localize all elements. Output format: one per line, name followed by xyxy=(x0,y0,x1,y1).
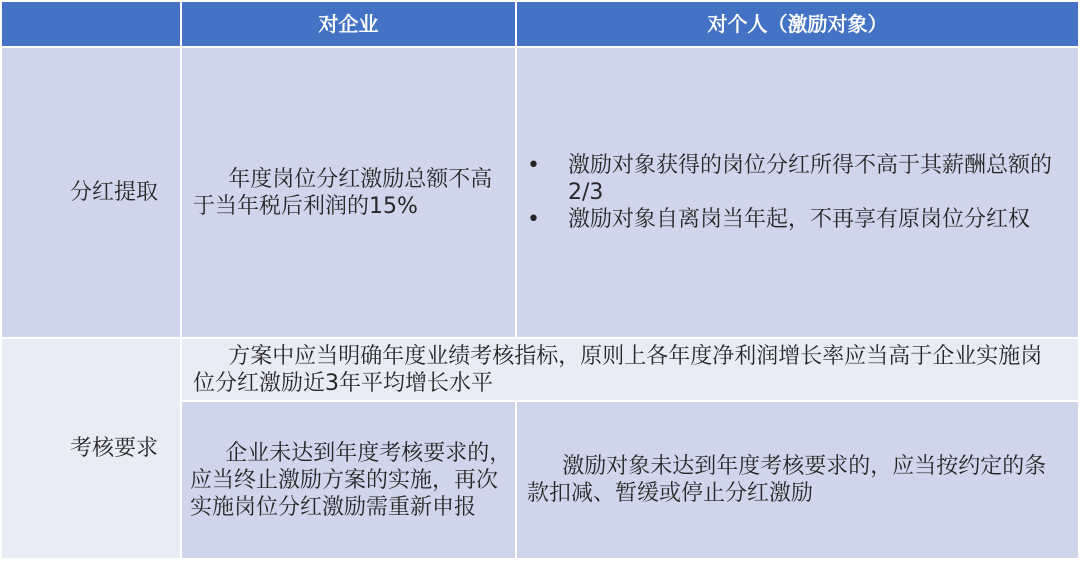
assessment-enterprise-cell xyxy=(182,402,515,558)
assessment-individual-cell xyxy=(517,402,1078,558)
header-enterprise xyxy=(182,2,515,46)
row-label-dividend xyxy=(2,48,180,337)
assessment-individual-text: 激励对象未达到年度考核要求的，应当按约定的条款扣减、暂缓或停止分红激励 xyxy=(527,454,1047,506)
list-item xyxy=(527,152,1068,206)
row-label-dividend-text: 分红提取 xyxy=(70,180,159,205)
bullet-icon: • xyxy=(527,153,540,178)
header-individual-label: 对个人（激励对象） xyxy=(707,11,888,36)
dividend-enterprise-text: 年度岗位分红激励总额不高于当年税后利润的15% xyxy=(193,166,493,219)
header-individual xyxy=(517,2,1078,46)
dividend-individual-cell xyxy=(517,48,1078,337)
list-item xyxy=(527,206,1068,233)
header-enterprise-label: 对企业 xyxy=(318,11,379,36)
header-corner-cell xyxy=(2,2,180,46)
assessment-enterprise-text: 企业未达到年度考核要求的，应当终止激励方案的实施，再次实施岗位分红激励需重新申报 xyxy=(190,440,512,520)
dividend-enterprise-cell xyxy=(182,48,515,337)
list-item-text: 激励对象自离岗当年起，不再享有原岗位分红权 xyxy=(568,207,1031,232)
row-label-assessment xyxy=(2,339,180,558)
assessment-common-cell xyxy=(182,339,1078,400)
bullet-icon: • xyxy=(527,207,540,232)
assessment-common-text: 方案中应当明确年度业绩考核指标，原则上各年度净利润增长率应当高于企业实施岗位分红激励近3年平均增长水平 xyxy=(193,343,1043,396)
row-label-assessment-text: 考核要求 xyxy=(70,436,159,461)
dividend-individual-list xyxy=(527,152,1068,233)
list-item-text: 激励对象获得的岗位分红所得不高于其薪酬总额的2/3 xyxy=(568,153,1053,205)
